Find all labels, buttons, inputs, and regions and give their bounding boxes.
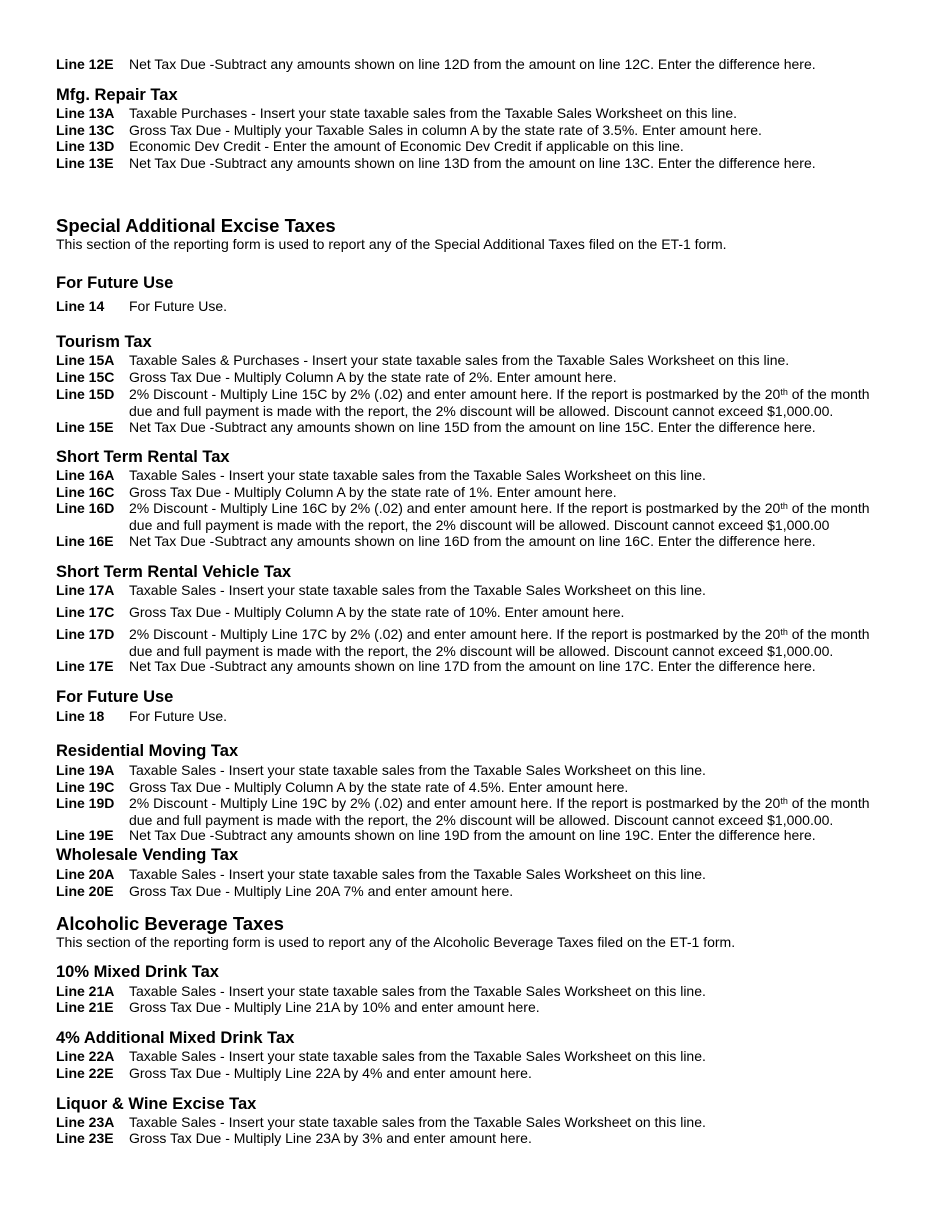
line-label: Line 17A <box>56 582 115 598</box>
line-label: Line 16C <box>56 484 115 500</box>
line-label: Line 23A <box>56 1114 115 1130</box>
line-label: Line 14 <box>56 298 105 314</box>
line-label: Line 17D <box>56 626 115 642</box>
line-text: Gross Tax Due - Multiply Column A by the state rate of 10%. Enter amount here. <box>129 604 625 620</box>
heading-wholesale-vending-tax: Wholesale Vending Tax <box>56 846 239 864</box>
heading-mfg-repair-tax: Mfg. Repair Tax <box>56 86 178 104</box>
heading-for-future-use: For Future Use <box>56 274 174 292</box>
line-label: Line 16A <box>56 467 115 483</box>
line-text: Taxable Sales - Insert your state taxable sales from the Taxable Sales Worksheet on this line. <box>129 762 706 778</box>
line-text: Gross Tax Due - Multiply Line 20A 7% and enter amount here. <box>129 883 514 899</box>
line-15d <box>56 386 886 419</box>
section-intro-special-additional: This section of the reporting form is used to report any of the Special Additional Taxes filed on the ET-1 form. <box>56 236 727 252</box>
line-text: Gross Tax Due - Multiply Line 23A by 3% and enter amount here. <box>129 1130 532 1146</box>
line-text: 2% Discount - Multiply Line 17C by 2% (.02) and enter amount here. If the report is postmarked by the 20th of the month due and full payment is made with the report, the 2% discount will be allowed. Discount cannot exceed $1,000.00. <box>129 626 870 659</box>
line-label: Line 19A <box>56 762 115 778</box>
line-label: Line 22A <box>56 1048 115 1064</box>
line-label: Line 19D <box>56 795 115 811</box>
line-label: Line 17C <box>56 604 115 620</box>
line-label: Line 13C <box>56 122 115 138</box>
line-text: For Future Use. <box>129 708 228 724</box>
line-13d <box>56 138 886 155</box>
line-22e <box>56 1065 886 1082</box>
line-16c <box>56 484 886 501</box>
line-15e <box>56 419 886 436</box>
line-18 <box>56 708 886 725</box>
line-text: Gross Tax Due - Multiply your Taxable Sales in column A by the state rate of 3.5%. Enter amount here. <box>129 122 762 138</box>
line-text: Taxable Sales - Insert your state taxable sales from the Taxable Sales Worksheet on this line. <box>129 983 706 999</box>
heading-short-term-rental-tax: Short Term Rental Tax <box>56 448 230 466</box>
line-label: Line 16D <box>56 500 115 516</box>
line-text: 2% Discount - Multiply Line 15C by 2% (.02) and enter amount here. If the report is postmarked by the 20th of the month due and full payment is made with the report, the 2% discount will be allowed. Discount cannot exceed $1,000.00. <box>129 386 870 419</box>
line-text: Net Tax Due -Subtract any amounts shown on line 12D from the amount on line 12C. Enter the difference here. <box>129 56 816 72</box>
line-20e <box>56 883 886 900</box>
heading-special-additional-excise-taxes: Special Additional Excise Taxes <box>56 215 336 236</box>
line-text: Gross Tax Due - Multiply Line 21A by 10% and enter amount here. <box>129 999 540 1015</box>
line-label: Line 17E <box>56 658 114 674</box>
line-label: Line 15E <box>56 419 114 435</box>
line-label: Line 13A <box>56 105 115 121</box>
line-label: Line 19C <box>56 779 115 795</box>
heading-tourism-tax: Tourism Tax <box>56 333 152 351</box>
line-label: Line 13D <box>56 138 115 154</box>
line-22a <box>56 1048 886 1065</box>
line-text: Gross Tax Due - Multiply Column A by the state rate of 1%. Enter amount here. <box>129 484 617 500</box>
line-21a <box>56 983 886 1000</box>
line-text: Taxable Sales - Insert your state taxable sales from the Taxable Sales Worksheet on this line. <box>129 1048 706 1064</box>
line-label: Line 18 <box>56 708 105 724</box>
line-15c <box>56 369 886 386</box>
line-text: Taxable Sales - Insert your state taxable sales from the Taxable Sales Worksheet on this line. <box>129 582 706 598</box>
section-intro-alcoholic-beverage: This section of the reporting form is used to report any of the Alcoholic Beverage Taxes filed on the ET-1 form. <box>56 934 736 950</box>
line-20a <box>56 866 886 883</box>
line-text: Taxable Purchases - Insert your state taxable sales from the Taxable Sales Worksheet on this line. <box>129 105 738 121</box>
heading-10-percent-mixed-drink-tax: 10% Mixed Drink Tax <box>56 963 219 981</box>
heading-for-future-use: For Future Use <box>56 688 174 706</box>
line-text: Net Tax Due -Subtract any amounts shown on line 16D from the amount on line 16C. Enter the difference here. <box>129 533 816 549</box>
line-23e <box>56 1130 886 1147</box>
line-text: Taxable Sales & Purchases - Insert your state taxable sales from the Taxable Sales Worksheet on this line. <box>129 352 790 368</box>
line-label: Line 19E <box>56 827 114 843</box>
line-17a <box>56 582 886 599</box>
line-text: Gross Tax Due - Multiply Column A by the state rate of 2%. Enter amount here. <box>129 369 617 385</box>
line-16a <box>56 467 886 484</box>
line-text: Net Tax Due -Subtract any amounts shown on line 19D from the amount on line 19C. Enter the difference here. <box>129 827 816 843</box>
line-label: Line 12E <box>56 56 114 72</box>
line-label: Line 20E <box>56 883 114 899</box>
line-19a <box>56 762 886 779</box>
line-text: Taxable Sales - Insert your state taxable sales from the Taxable Sales Worksheet on this line. <box>129 1114 706 1130</box>
line-text: Taxable Sales - Insert your state taxable sales from the Taxable Sales Worksheet on this line. <box>129 467 706 483</box>
line-text: 2% Discount - Multiply Line 16C by 2% (.02) and enter amount here. If the report is postmarked by the 20th of the month due and full payment is made with the report, the 2% discount will be allowed. Discount cannot exceed $1,000.00 <box>129 500 870 533</box>
heading-alcoholic-beverage-taxes: Alcoholic Beverage Taxes <box>56 913 284 934</box>
line-12e <box>56 56 886 73</box>
line-17c <box>56 604 886 621</box>
line-text: Gross Tax Due - Multiply Line 22A by 4% and enter amount here. <box>129 1065 532 1081</box>
line-14 <box>56 298 886 315</box>
heading-liquor-and-wine-excise-tax: Liquor & Wine Excise Tax <box>56 1095 257 1113</box>
line-text: Net Tax Due -Subtract any amounts shown on line 13D from the amount on line 13C. Enter the difference here. <box>129 155 816 171</box>
line-label: Line 16E <box>56 533 114 549</box>
line-19c <box>56 779 886 796</box>
line-17e <box>56 658 886 675</box>
line-text: For Future Use. <box>129 298 228 314</box>
line-13e <box>56 155 886 172</box>
line-23a <box>56 1114 886 1131</box>
line-text: Gross Tax Due - Multiply Column A by the state rate of 4.5%. Enter amount here. <box>129 779 629 795</box>
line-15a <box>56 352 886 369</box>
line-label: Line 22E <box>56 1065 114 1081</box>
line-13c <box>56 122 886 139</box>
line-label: Line 21A <box>56 983 115 999</box>
heading-residential-moving-tax: Residential Moving Tax <box>56 742 239 760</box>
line-label: Line 15D <box>56 386 115 402</box>
line-label: Line 15A <box>56 352 115 368</box>
line-16d <box>56 500 886 533</box>
line-label: Line 20A <box>56 866 115 882</box>
line-19e <box>56 827 886 844</box>
line-label: Line 23E <box>56 1130 114 1146</box>
heading-4-percent-additional-mixed-drink-tax: 4% Additional Mixed Drink Tax <box>56 1029 295 1047</box>
line-17d <box>56 626 886 659</box>
line-16e <box>56 533 886 550</box>
line-text: Economic Dev Credit - Enter the amount of Economic Dev Credit if applicable on this line. <box>129 138 684 154</box>
line-label: Line 15C <box>56 369 115 385</box>
line-19d <box>56 795 886 828</box>
heading-short-term-rental-vehicle-tax: Short Term Rental Vehicle Tax <box>56 563 292 581</box>
line-13a <box>56 105 886 122</box>
line-21e <box>56 999 886 1016</box>
line-label: Line 21E <box>56 999 114 1015</box>
line-text: 2% Discount - Multiply Line 19C by 2% (.02) and enter amount here. If the report is postmarked by the 20th of the month due and full payment is made with the report, the 2% discount will be allowed. Discount cannot exceed $1,000.00. <box>129 795 870 828</box>
line-text: Taxable Sales - Insert your state taxable sales from the Taxable Sales Worksheet on this line. <box>129 866 706 882</box>
line-text: Net Tax Due -Subtract any amounts shown on line 17D from the amount on line 17C. Enter the difference here. <box>129 658 816 674</box>
line-text: Net Tax Due -Subtract any amounts shown on line 15D from the amount on line 15C. Enter the difference here. <box>129 419 816 435</box>
line-label: Line 13E <box>56 155 114 171</box>
